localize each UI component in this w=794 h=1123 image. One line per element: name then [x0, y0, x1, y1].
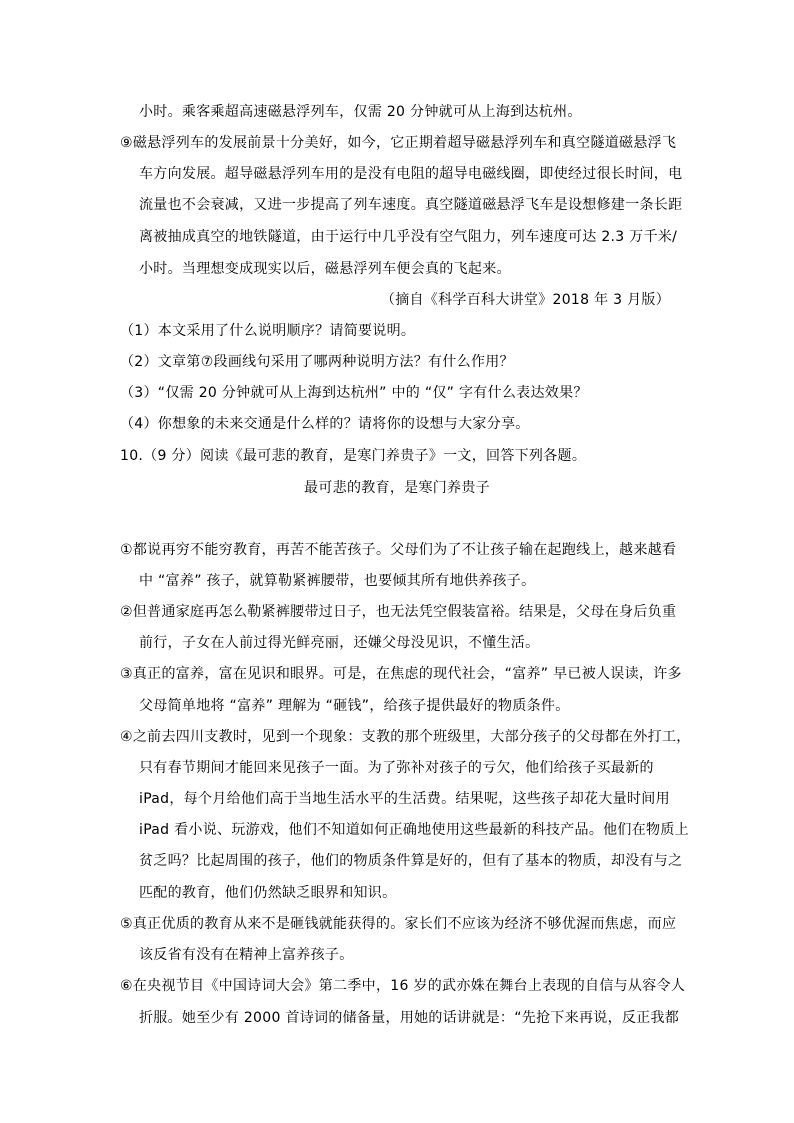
- article-line-5: ③真正的富养，富在见识和眼界。可是，在焦虑的现代社会，“富养” 早已被人误读，许多: [120, 666, 682, 682]
- passage1-line-2: ⑨磁悬浮列车的发展前景十分美好，如今，它正期着超导磁悬浮列车和真空隧道磁悬浮飞: [120, 135, 677, 151]
- question-2: （2）文章第⑦段画线句采用了哪两种说明方法？有什么作用？: [120, 354, 514, 370]
- article-line-4: 前行，子女在人前过得光鲜亮丽，还嫌父母没见识，不懂生活。: [139, 635, 540, 651]
- article-line-7: ④之前去四川支教时，见到一个现象：支教的那个班级里，大部分孩子的父母都在外打工，: [120, 729, 691, 745]
- article-title: 最可悲的教育，是寒门养贵子: [304, 480, 490, 496]
- article-line-14: 该反省有没有在精神上富养孩子。: [139, 947, 354, 963]
- article-line-3: ②但普通家庭再怎么勒紧裤腰带过日子，也无法凭空假装富裕。结果是，父母在身后负重: [120, 604, 677, 620]
- article-line-13: ⑤真正优质的教育从来不是砸钱就能获得的。家长们不应该为经济不够优渥而焦虑，而应: [120, 916, 677, 932]
- question-4: （4）你想象的未来交通是什么样的？请将你的设想与大家分享。: [120, 416, 530, 432]
- passage1-line-1: 小时。乘客乘超高速磁悬浮列车，仅需 20 分钟就可从上海到达杭州。: [139, 104, 582, 120]
- passage1-line-6: 小时。当理想变成现实以后，磁悬浮列车便会真的飞起来。: [139, 261, 511, 277]
- article-line-8: 只有春节期间才能回来见孩子一面。为了弥补对孩子的亏欠，他们给孩子买最新的: [139, 760, 654, 776]
- passage1-line-4: 流量也不会衰减，又进一步提高了列车速度。真空隧道磁悬浮飞车是设想修建一条长距: [139, 197, 683, 213]
- article-line-2: 中 “富养” 孩子，就算勒紧裤腰带，也要倾其所有地供养孩子。: [139, 573, 536, 589]
- article-line-15: ⑥在央视节目《中国诗词大会》第二季中，16 岁的武亦姝在舞台上表现的自信与从容令人: [120, 978, 686, 994]
- article-line-12: 匹配的教育，他们仍然缺乏眼界和知识。: [139, 885, 397, 901]
- article-line-16: 折服。她至少有 2000 首诗词的储备量，用她的话讲就是：“先抢下来再说，反正我都: [139, 1010, 680, 1026]
- source-citation: （摘自《科学百科大讲堂》2018 年 3 月版）: [380, 292, 670, 308]
- article-line-6: 父母简单地将 “富养” 理解为 “砸钱”，给孩子提供最好的物质条件。: [139, 698, 570, 714]
- article-line-1: ①都说再穷不能穷教育，再苦不能苦孩子。父母们为了不让孩子输在起跑线上，越来越看: [120, 542, 677, 558]
- article-line-9: iPad，每个月给他们高于当地生活水平的生活费。结果呢，这些孩子却花大量时间用: [139, 791, 670, 807]
- article-line-10: iPad 看小说、玩游戏，他们不知道如何正确地使用这些最新的科技产品。他们在物质上: [139, 822, 689, 838]
- q10-prompt: 10.（9 分）阅读《最可悲的教育，是寒门养贵子》一文，回答下列各题。: [120, 448, 587, 464]
- passage1-line-3: 车方向发展。超导磁悬浮列车用的是没有电阻的超导电磁线圈，即使经过很长时间，电: [139, 166, 683, 182]
- article-line-11: 贫乏吗？比起周围的孩子，他们的物质条件算是好的，但有了基本的物质，却没有与之: [139, 853, 683, 869]
- passage1-line-5: 离被抽成真空的地铁隧道，由于运行中几乎没有空气阻力，列车速度可达 2.3 万千米/: [139, 229, 678, 245]
- question-1: （1）本文采用了什么说明顺序？请简要说明。: [120, 323, 416, 339]
- question-3: （3）“仅需 20 分钟就可从上海到达杭州” 中的 “仅” 字有什么表达效果？: [120, 385, 588, 401]
